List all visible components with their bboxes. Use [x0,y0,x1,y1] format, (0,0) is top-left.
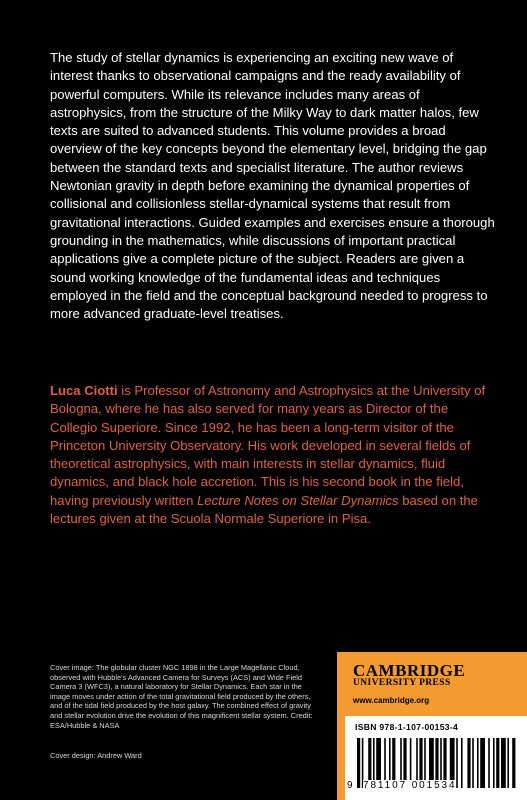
author-bio-text: is Professor of Astronomy and Astrophysics at the University of Bologna, where he has also served for many years as Director of the Collegio Superiore. Since 1992, he has been a long-term visitor of the Princeton University Observatory. His work developed in several fields of theoretical astrophysics, with main interests in stellar dynamics, fluid dynamics, and black hole accretion. This is his second book in the field, having previously written [50,383,486,508]
publisher-block [337,652,527,800]
barcode-panel [345,716,527,800]
author-bio-text-end: based on the lectures given at the Scuola Normale Superiore in Pisa. [50,492,478,527]
barcode-bar [512,738,515,788]
publisher-subtitle: UNIVERSITY PRESS [353,678,451,688]
publisher-name: CAMBRIDGE [353,661,466,680]
book-blurb: The study of stellar dynamics is experiencing an exciting new wave of interest thanks to observational campaigns and the ready availability of powerful computers. While its relevance includes many areas of astrophysics, from the structure of the Milky Way to dark matter halos, few texts are suited to advanced students. This volume provides a broad overview of the key concepts beyond the elementary level, bridging the gap between the standard texts and specialist literature. The author reviews Newtonian gravity in depth before examining the dynamical properties of collisional and collisionless stellar-dynamical systems that result from gravitational interactions. Guided examples and exercises ensure a thorough grounding in the mathematics, while discussions of important practical applications give a complete picture of the subject. Readers are given a sound working knowledge of the fundamental ideas and techniques employed in the field and the conceptual background needed to progress to more advanced graduate-level treatises. [50,50,495,322]
barcode-bar [501,738,506,788]
barcode-bar [488,738,490,788]
publisher-logo [349,654,527,698]
ean-digits: 781107 001534 [363,780,457,791]
author-bio [50,382,495,528]
barcode-bar [496,738,499,788]
cover-image-credits: Cover image: The globular cluster NGC 1898 in the Large Magellanic Cloud, observed with Hubble's Advanced Camera for Surveys (ACS) and Wide Field Camera 3 (WFC3), a natural laboratory for Stellar Dynamics. Each star in the image moves under action of the total gravitational field produced by the others, and of the tidal field produced by the host galaxy. The combined effect of gravity and stellar evolution drive the evolution of this magnificent stellar system. Credit: ESA/Hubble & NASA [50,663,313,730]
author-name: Luca Ciotti [50,383,118,398]
cover-design-credit: Cover design: Andrew Ward [50,751,142,760]
barcode-bar [507,738,509,788]
publisher-website: www.cambridge.org [353,696,430,705]
barcode-bar [472,738,474,788]
barcode-bar [480,738,485,788]
barcode-bar [467,738,470,788]
barcode-bar [461,738,463,788]
ean-first-digit: 9 [347,780,353,791]
isbn-label: ISBN 978-1-107-00153-4 [355,722,459,732]
barcode-bar [493,738,495,788]
previous-book-title: Lecture Notes on Stellar Dynamics [197,492,399,508]
barcode-bar [477,738,479,788]
barcode-bar [357,738,360,788]
